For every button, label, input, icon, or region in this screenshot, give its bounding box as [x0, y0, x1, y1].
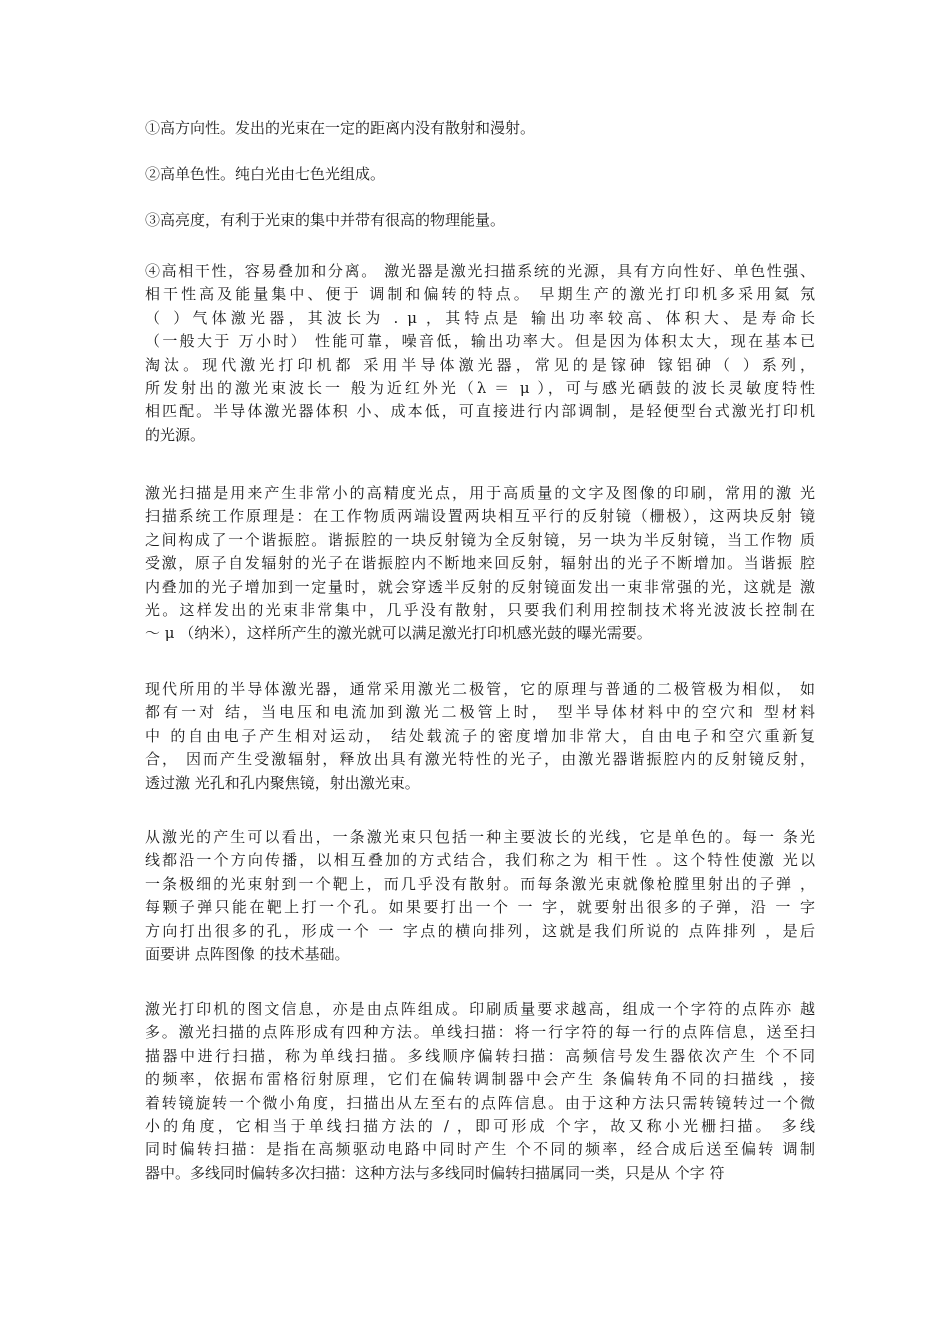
- text-line: 描器中进行扫描，称为单线扫描。多线顺序偏转扫描：高频信号发生器依次产生 个不同: [145, 1046, 815, 1065]
- text-line: 所发射出的激光束波长一 般为近红外光（λ ＝ μ ），可与感光硒鼓的波长灵敏度特性: [145, 378, 815, 397]
- text-line: 之间构成了一个谐振腔。谐振腔的一块反射镜为全反射镜，另一块为半反射镜，当工作物 质: [145, 530, 815, 549]
- text-line: 激光打印机的图文信息，亦是由点阵组成。印刷质量要求越高，组成一个字符的点阵亦 越: [145, 1000, 815, 1018]
- text-line: 小的角度，它相当于单线扫描方法的 / ，即可形成 个字，故又称小光栅扫描。 多线: [145, 1116, 815, 1135]
- paragraph-semiconductor-laser: [145, 678, 815, 795]
- paragraph-laser-source: [145, 260, 815, 447]
- text-line: 光。这样发出的光束非常集中，几乎没有散射，只要我们利用控制技术将光波波长控制在: [145, 600, 815, 619]
- text-line: 一条极细的光束射到一个靶上，而几乎没有散射。而每条激光束就像枪膛里射出的子弹 ，: [145, 874, 815, 893]
- text-line: 器中。多线同时偏转多次扫描：这种方法与多线同时偏转扫描属同一类，只是从 个字 符: [145, 1163, 725, 1182]
- text-line: 内叠加的光子增加到一定量时，就会穿透半反射的反射镜面发出一束非常强的光，这就是 激: [145, 577, 815, 596]
- text-line: 的光源。: [145, 425, 206, 444]
- text-line: （一般大于 万小时） 性能可靠，噪音低，输出功率大。但是因为体积太大，现在基本已: [145, 332, 815, 351]
- text-line: 面要讲 点阵图像 的技术基础。: [145, 944, 350, 963]
- text-line: 受激，原子自发辐射的光子在谐振腔内不断地来回反射，辐射出的光子不断增加。当谐振 腔: [145, 554, 815, 573]
- text-line: （ ）气体激光器，其波长为 . μ ，其特点是 输出功率较高、体积大、是寿命长: [145, 308, 815, 327]
- text-line: ～ μ （纳米），这样所产生的激光就可以满足激光打印机感光鼓的曝光需要。: [145, 624, 652, 643]
- paragraph-high-brightness: [145, 209, 815, 232]
- paragraph-coherence: [145, 826, 815, 966]
- text-line: 激光扫描是用来产生非常小的高精度光点，用于高质量的文字及图像的印刷，常用的激 光: [145, 484, 815, 502]
- text-line: 透过激 光孔和孔内聚焦镜，射出激光束。: [145, 773, 420, 792]
- text-line: 现代所用的半导体激光器，通常采用激光二极管，它的原理与普通的二极管极为相似， 如: [145, 680, 815, 698]
- text-line: 线都沿一个方向传播，以相互叠加的方式结合，我们称之为 相干性 。这个特性使激 光以: [145, 851, 815, 870]
- text-line: ①高方向性。发出的光束在一定的距离内没有散射和漫射。: [145, 119, 536, 137]
- text-line: 扫描系统工作原理是：在工作物质两端设置两块相互平行的反射镜（栅极），这两块反射 镜: [145, 507, 815, 526]
- text-line: 相干性高及能量集中、便于 调制和偏转的特点。 早期生产的激光打印机多采用氦 氖: [145, 285, 815, 304]
- text-line: 方向打出很多的孔，形成一个 一 字点的横向排列，这就是我们所说的 点阵排列 ，是后: [145, 921, 815, 940]
- text-line: 每颗子弹只能在靶上打一个孔。如果要打出一个 一 字，就要射出很多的子弹，沿 一 字: [145, 898, 815, 917]
- text-line: ④高相干性，容易叠加和分离。 激光器是激光扫描系统的光源，具有方向性好、单色性强、: [145, 262, 815, 280]
- paragraph-high-monochromaticity: [145, 163, 815, 186]
- text-line: 合， 因而产生受激辐射，释放出具有激光特性的光子，由激光器谐振腔内的反射镜反射，: [145, 750, 815, 769]
- text-line: ③高亮度，有利于光束的集中并带有很高的物理能量。: [145, 211, 506, 229]
- paragraph-high-directionality: [145, 117, 815, 140]
- paragraph-dot-matrix: [145, 998, 815, 1185]
- text-line: ②高单色性。纯白光由七色光组成。: [145, 165, 386, 183]
- text-line: 的频率，依据布雷格衍射原理，它们在偏转调制器中会产生 条偏转角不同的扫描线 ，接: [145, 1070, 815, 1089]
- text-line: 从激光的产生可以看出，一条激光束只包括一种主要波长的光线，它是单色的。每一 条光: [145, 828, 815, 846]
- paragraph-laser-scanning: [145, 482, 815, 646]
- text-line: 中 的自由电子产生相对运动， 结处载流子的密度增加非常大，自由电子和空穴重新复: [145, 726, 815, 745]
- text-line: 同时偏转扫描：是指在高频驱动电路中同时产生 个不同的频率，经合成后送至偏转 调制: [145, 1140, 815, 1159]
- text-line: 着转镜旋转一个微小角度，扫描出从左至右的点阵信息。由于这种方法只需转镜转过一个微: [145, 1093, 815, 1112]
- text-line: 都有一对 结，当电压和电流加到激光二极管上时， 型半导体材料中的空穴和 型材料: [145, 703, 815, 722]
- text-line: 多。激光扫描的点阵形成有四种方法。单线扫描：将一行字符的每一行的点阵信息，送至扫: [145, 1023, 815, 1042]
- text-line: 相匹配。半导体激光器体积 小、成本低，可直接进行内部调制，是轻便型台式激光打印机: [145, 402, 815, 421]
- text-line: 淘汰。现代激光打印机都 采用半导体激光器，常见的是镓砷 镓铝砷（ ）系列，: [145, 355, 815, 374]
